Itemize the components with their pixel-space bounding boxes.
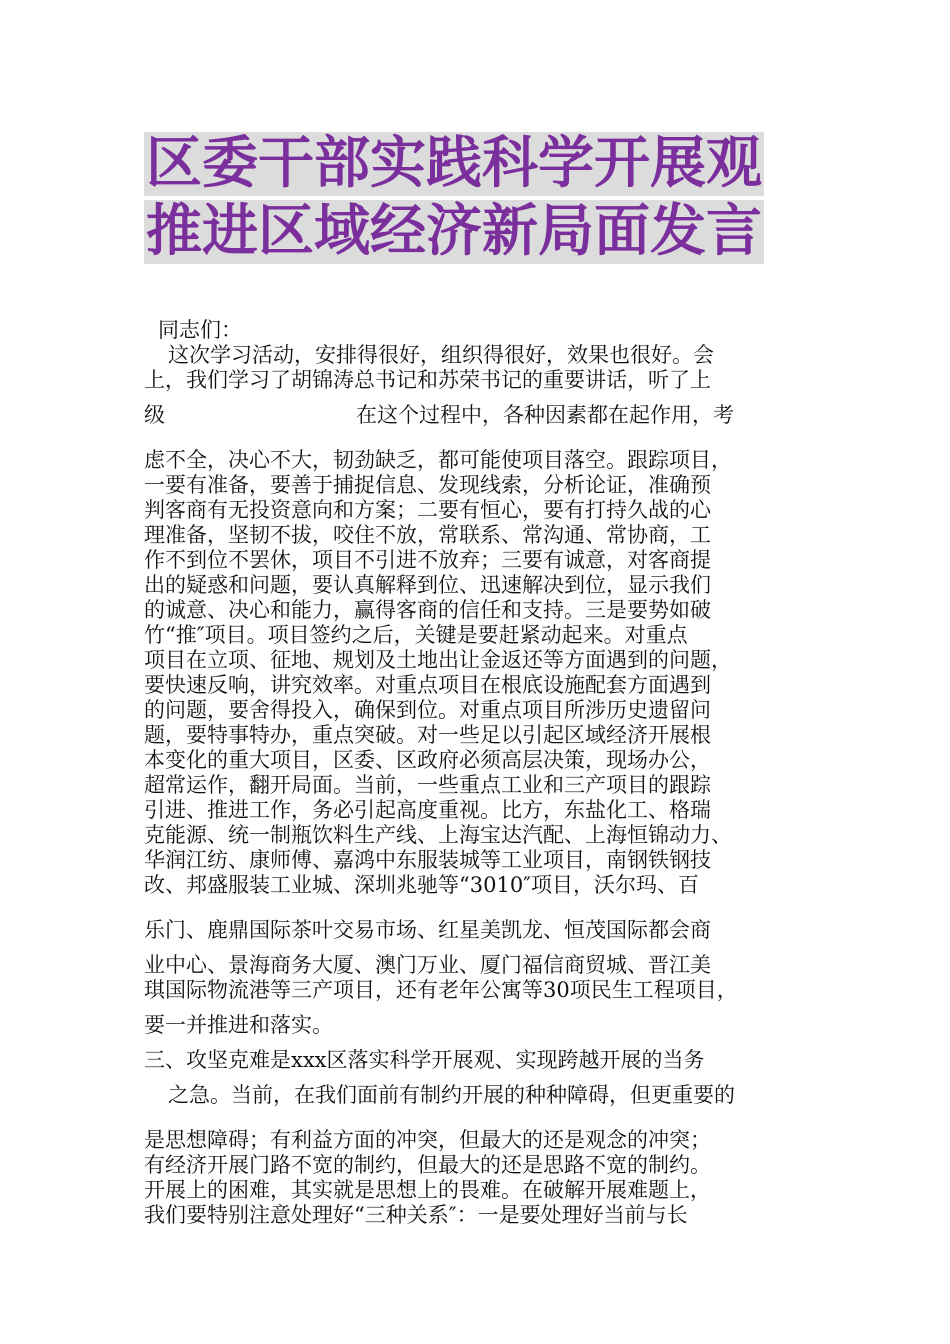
paragraph-line: 要快速反响，讲究效率。对重点项目在根底设施配套方面遇到 bbox=[144, 673, 711, 697]
paragraph-line: 引进、推进工作，务必引起高度重视。比方，东盐化工、格瑞 bbox=[144, 798, 711, 822]
paragraph-line: 理准备，坚韧不拔，咬住不放，常联系、常沟通、常协商，工 bbox=[144, 523, 711, 547]
paragraph-line: 上，我们学习了胡锦涛总书记和苏荣书记的重要讲话，听了上 bbox=[144, 368, 711, 392]
paragraph-line: 超常运作，翻开局面。当前，一些重点工业和三产项目的跟踪 bbox=[144, 773, 711, 797]
paragraph-line: 乐门、鹿鼎国际茶叶交易市场、红星美凯龙、恒茂国际都会商 bbox=[144, 918, 711, 942]
document-title bbox=[144, 132, 814, 268]
paragraph-line: 是思想障碍；有利益方面的冲突，但最大的还是观念的冲突； bbox=[144, 1128, 711, 1152]
paragraph-line: 出的疑惑和问题，要认真解释到位、迅速解决到位，显示我们 bbox=[144, 573, 711, 597]
paragraph-line: 我们要特别注意处理好“三种关系″：一是要处理好当前与长 bbox=[144, 1203, 688, 1227]
paragraph-line: 华润江纺、康师傅、嘉鸿中东服装城等工业项目，南钢铁钢技 bbox=[144, 848, 711, 872]
paragraph-line: 业中心、景海商务大厦、澳门万业、厦门福信商贸城、晋江美 bbox=[144, 953, 711, 977]
paragraph-line: 之急。当前，在我们面前有制约开展的种种障碍，但更重要的 bbox=[168, 1083, 735, 1107]
salutation: 同志们： bbox=[158, 318, 242, 342]
paragraph-line-split bbox=[144, 403, 806, 428]
paragraph-line: 琪国际物流港等三产项目，还有老年公寓等30项民生工程项目， bbox=[144, 978, 738, 1002]
paragraph-line: 开展上的困难，其实就是思想上的畏难。在破解开展难题上， bbox=[144, 1178, 711, 1202]
paragraph-line: 的问题，要舍得投入，确保到位。对重点项目所涉历史遗留问 bbox=[144, 698, 711, 722]
paragraph-line: 项目在立项、征地、规划及土地出让金返还等方面遇到的问题， bbox=[144, 648, 732, 672]
paragraph-line: 三、攻坚克难是xxx区落实科学开展观、实现跨越开展的当务 bbox=[144, 1048, 705, 1072]
paragraph-line: 一要有准备，要善于捕捉信息、发现线索，分析论证，准确预 bbox=[144, 473, 711, 497]
title-line-1: 区委干部实践科学开展观 bbox=[146, 131, 762, 196]
paragraph-fragment: 级 bbox=[144, 403, 165, 427]
paragraph-line: 本变化的重大项目，区委、区政府必须高层决策，现场办公， bbox=[144, 748, 711, 772]
title-line-2: 推进区域经济新局面发言 bbox=[146, 199, 762, 264]
paragraph-line: 改、邦盛服装工业城、深圳兆驰等“3010″项目，沃尔玛、百 bbox=[144, 873, 700, 897]
paragraph-line: 判客商有无投资意向和方案；二要有恒心，要有打持久战的心 bbox=[144, 498, 711, 522]
paragraph-line bbox=[144, 1228, 806, 1253]
paragraph-fragment: 在这个过程中，各种因素都在起作用，考 bbox=[356, 403, 734, 427]
document-body bbox=[144, 318, 806, 1253]
paragraph-line: 克能源、统一制瓶饮料生产线、上海宝达汽配、上海恒锦动力、 bbox=[144, 823, 732, 847]
paragraph-line: 题，要特事特办，重点突破。对一些足以引起区域经济开展根 bbox=[144, 723, 711, 747]
paragraph-line: 虑不全，决心不大，韧劲缺乏，都可能使项目落空。跟踪项目， bbox=[144, 448, 732, 472]
paragraph-line: 要一并推进和落实。 bbox=[144, 1013, 333, 1037]
paragraph-line: 有经济开展门路不宽的制约，但最大的还是思路不宽的制约。 bbox=[144, 1153, 711, 1177]
paragraph-line: 这次学习活动，安排得很好，组织得很好，效果也很好。会 bbox=[168, 343, 714, 367]
paragraph-line: 竹“推″项目。项目签约之后，关键是要赶紧动起来。对重点 bbox=[144, 623, 688, 647]
paragraph-line: 的诚意、决心和能力，赢得客商的信任和支持。三是要势如破 bbox=[144, 598, 711, 622]
paragraph-line: 作不到位不罢休，项目不引进不放弃；三要有诚意，对客商提 bbox=[144, 548, 711, 572]
